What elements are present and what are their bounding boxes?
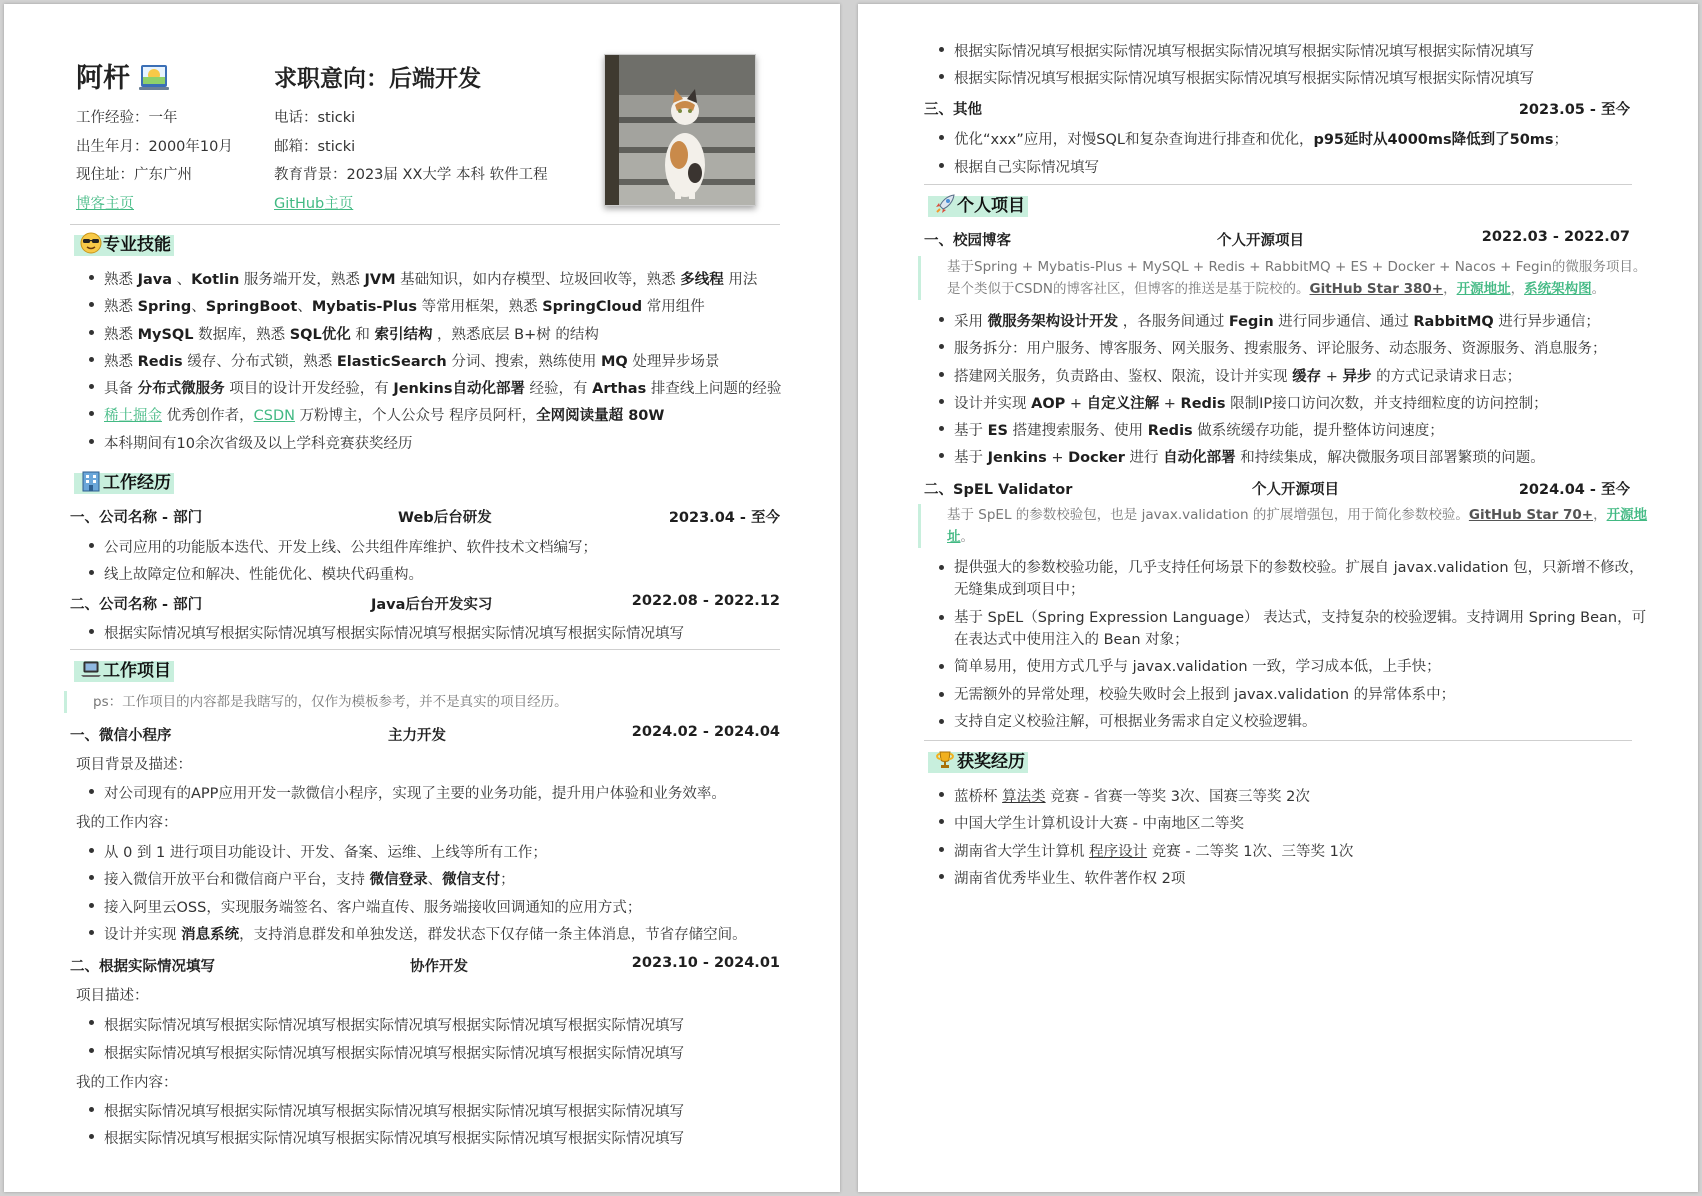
list-item: 设计并实现 消息系统，支持消息群发和单独发送，群发状态下仅存储一条主体消息，节省存储空间。 <box>82 922 802 949</box>
bold-text: Spring <box>137 299 192 316</box>
list-item: 基于 Jenkins + Docker 进行 自动化部署 和持续集成，解决微服务项目部署繁琐的问题。 <box>932 445 1672 472</box>
list-item: 对公司现有的APP应用开发一款微信小程序，实现了主要的业务功能，提升用户体验和业务效率。 <box>82 781 802 808</box>
divider <box>70 649 780 650</box>
sunglasses-face-icon <box>80 232 102 254</box>
phone: 电话：sticki <box>274 110 356 126</box>
underlined-text: 算法类 <box>1002 789 1046 805</box>
bold-text: RabbitMQ <box>1413 314 1494 330</box>
bold-text: AOP <box>1031 395 1066 412</box>
github-star-badge: GitHub Star 380+ <box>1309 281 1444 297</box>
job-1-period: 2023.04 - 至今 <box>668 510 780 526</box>
personal-2-type: 个人开源项目 <box>1252 482 1339 498</box>
personal-2-list <box>932 557 1652 739</box>
laptop-icon <box>80 658 102 680</box>
inline-link[interactable]: CSDN <box>253 408 295 425</box>
project-2-work-list <box>82 1099 802 1153</box>
bold-text: Jenkins <box>987 450 1047 467</box>
education: 教育背景：2023届 XX大学 本科 软件工程 <box>274 167 548 183</box>
inline-link[interactable]: 址 <box>947 529 961 545</box>
personal-2-title: 二、SpEL Validator <box>924 482 1073 498</box>
list-item: 支持自定义校验注解，可根据业务需求自定义校验逻辑。 <box>932 711 1652 733</box>
bold-text: 微信登录 <box>369 872 428 889</box>
job-intent: 求职意向：后端开发 <box>274 66 481 92</box>
bold-text: ES <box>987 423 1008 440</box>
bold-text: 微信支付 <box>442 872 501 889</box>
list-item: 根据实际情况填写根据实际情况填写根据实际情况填写根据实际情况填写根据实际情况填写 <box>82 1040 802 1068</box>
project-2-work-list-cont <box>932 39 1672 93</box>
bold-text: p95延时从4000ms降低到了50ms <box>1313 132 1554 148</box>
cat-photo <box>605 55 755 205</box>
list-item: 搭建网关服务，负责路由、鉴权、限流，设计并实现 缓存 + 异步 的方式记录请求日志； <box>932 364 1672 391</box>
project-1-work-label: 我的工作内容： <box>76 815 178 831</box>
list-item: 接入微信开放平台和微信商户平台，支持 微信登录、微信支付； <box>82 867 802 894</box>
project-1-bg-label: 项目背景及描述： <box>76 757 192 773</box>
list-item: 稀土掘金 优秀创作者，CSDN 万粉博主，个人公众号 程序员阿杆，全网阅读量超 80W <box>82 403 802 430</box>
list-item: 基于 ES 搭建搜索服务、使用 Redis 做系统缓存功能，提升整体访问速度； <box>932 418 1672 445</box>
personal-2-quote-line2: 址。 <box>947 529 974 545</box>
divider <box>924 740 1632 741</box>
bold-text: SpringCloud <box>542 299 643 316</box>
list-item: 简单易用，使用方式几乎与 javax.validation 一致，学习成本低，上手快； <box>932 656 1652 678</box>
personal-heading: 个人项目 <box>957 196 1025 216</box>
laptop-face-icon <box>139 62 169 92</box>
list-item: 根据自己实际情况填写 <box>932 155 1672 183</box>
bold-text: 自动化部署 <box>1163 450 1236 467</box>
list-item: 从 0 到 1 进行项目功能设计、开发、备案、运维、上线等所有工作； <box>82 840 802 867</box>
project-1-bg-list <box>82 781 802 808</box>
resume-page-2 <box>858 4 1698 1192</box>
bold-text: Redis <box>1147 423 1193 440</box>
inline-link[interactable]: 开源地 <box>1606 507 1648 523</box>
inline-link[interactable]: 开源地址 <box>1456 281 1511 297</box>
bold-text: SQL优化 <box>289 326 351 343</box>
list-item: 接入阿里云OSS，实现服务端签名、客户端直传、服务端接收回调通知的应用方式； <box>82 895 802 922</box>
list-item: 采用 微服务架构设计开发 ，各服务间通过 Fegin 进行同步通信、通过 RabbitMQ 进行异步通信； <box>932 309 1672 336</box>
list-item: 无需额外的异常处理，校验失败时会上报到 javax.validation 的异常体系中； <box>932 684 1652 706</box>
list-item: 根据实际情况填写根据实际情况填写根据实际情况填写根据实际情况填写根据实际情况填写 <box>932 66 1672 93</box>
project-3-title: 三、其他 <box>924 102 982 118</box>
bold-text: Fegin <box>1228 314 1274 330</box>
personal-1-quote <box>918 256 1657 300</box>
job-2-role: Java后台开发实习 <box>371 597 493 613</box>
personal-1-list <box>932 309 1672 473</box>
work-heading: 工作经历 <box>103 473 171 493</box>
bold-text: Docker <box>1068 450 1125 467</box>
project-3-period: 2023.05 - 至今 <box>1518 102 1630 118</box>
list-item: 提供强大的参数校验功能，几乎支持任何场景下的参数校验。扩展自 javax.validation 包，只新增不修改，无缝集成到项目中； <box>932 557 1652 601</box>
project-2-work-label: 我的工作内容： <box>76 1075 178 1091</box>
list-item: 本科期间有10余次省级及以上学科竞赛获奖经历 <box>82 431 802 458</box>
job-1-role: Web后台研发 <box>398 510 492 526</box>
awards-list <box>932 784 1672 893</box>
list-item: 根据实际情况填写根据实际情况填写根据实际情况填写根据实际情况填写根据实际情况填写 <box>82 621 802 648</box>
personal-1-type: 个人开源项目 <box>1217 233 1304 249</box>
building-icon <box>80 470 102 492</box>
personal-1-quote-line2: 是个类似于CSDN的博客社区，但博客的推送是基于院校的。GitHub Star 380+，开源地址，系统架构图。 <box>947 281 1606 297</box>
bold-text: MQ <box>600 353 628 370</box>
bold-text: Mybatis-Plus <box>311 299 417 316</box>
divider <box>70 224 780 225</box>
address: 现住址：广东广州 <box>76 167 192 183</box>
bold-text: 自定义注解 <box>1086 395 1160 412</box>
list-item: 蓝桥杯 算法类 竞赛 - 省赛一等奖 3次、国赛三等奖 2次 <box>932 784 1672 811</box>
project-1-work-list <box>82 840 802 949</box>
work-experience: 工作经验：一年 <box>76 110 178 126</box>
list-item: 根据实际情况填写根据实际情况填写根据实际情况填写根据实际情况填写根据实际情况填写 <box>82 1099 802 1126</box>
personal-2-quote <box>918 504 1657 548</box>
list-item: 根据实际情况填写根据实际情况填写根据实际情况填写根据实际情况填写根据实际情况填写 <box>932 39 1672 66</box>
list-item: 熟悉 Java 、Kotlin 服务端开发，熟悉 JVM 基础知识，如内存模型、垃圾回收等，熟悉 多线程 用法 <box>82 267 802 294</box>
bold-text: Redis <box>1180 395 1226 412</box>
job-2-list <box>82 621 802 648</box>
trophy-icon <box>934 749 956 771</box>
underlined-text: 程序设计 <box>1089 843 1148 860</box>
list-item: 设计并实现 AOP + 自定义注解 + Redis 限制IP接口访问次数，并支持细粒度的访问控制； <box>932 391 1672 418</box>
bold-text: 分布式微服务 <box>137 381 225 398</box>
bold-text: Arthas <box>592 381 647 398</box>
bold-text: Jenkins自动化部署 <box>393 381 525 398</box>
personal-2-period: 2024.04 - 至今 <box>1518 482 1630 498</box>
list-item: 线上故障定位和解决、性能优化、模块代码重构。 <box>82 562 802 589</box>
birth-date: 出生年月：2000年10月 <box>76 139 233 155</box>
bold-text: Redis <box>137 353 183 370</box>
project-3-list <box>932 127 1672 182</box>
profile-photo <box>604 54 756 206</box>
bold-text: JVM <box>364 272 396 288</box>
inline-link[interactable]: 系统架构图 <box>1524 281 1592 297</box>
personal-1-quote-line1: 基于Spring + Mybatis-Plus + MySQL + Redis + RabbitMQ + ES + Docker + Nacos + Fegin的微服务项目。 <box>947 259 1647 275</box>
project-2-period: 2023.10 - 2024.01 <box>631 955 780 971</box>
bold-text: Kotlin <box>191 272 240 288</box>
bold-text: 索引结构 <box>374 326 433 343</box>
email: 邮箱：sticki <box>274 139 356 155</box>
bold-text: 异步 <box>1342 368 1372 385</box>
divider <box>924 184 1632 185</box>
project-2-title: 二、根据实际情况填写 <box>70 959 215 975</box>
job-2-company: 二、公司名称 - 部门 <box>70 597 203 613</box>
list-item: 中国大学生计算机设计大赛 - 中南地区二等奖 <box>932 811 1672 838</box>
list-item: 熟悉 Redis 缓存、分布式锁，熟悉 ElasticSearch 分词、搜索，熟练使用 MQ 处理异步场景 <box>82 349 802 376</box>
bold-text: 全网阅读量超 80W <box>536 408 665 425</box>
bold-text: 微服务架构设计开发 <box>987 314 1119 330</box>
job-2-period: 2022.08 - 2022.12 <box>631 593 780 609</box>
list-item: 根据实际情况填写根据实际情况填写根据实际情况填写根据实际情况填写根据实际情况填写 <box>82 1126 802 1153</box>
github-star-badge: GitHub Star 70+ <box>1468 507 1594 523</box>
list-item: 具备 分布式微服务 项目的设计开发经验，有 Jenkins自动化部署 经验，有 Arthas 排查线上问题的经验 <box>82 376 802 403</box>
project-1-period: 2024.02 - 2024.04 <box>631 724 780 740</box>
list-item: 湖南省优秀毕业生、软件著作权 2项 <box>932 866 1672 893</box>
project-2-desc-list <box>82 1012 802 1068</box>
job-1-company: 一、公司名称 - 部门 <box>70 510 203 526</box>
projects-heading: 工作项目 <box>103 661 171 681</box>
job-1-list <box>82 535 802 589</box>
project-2-desc-label: 项目描述： <box>76 988 149 1004</box>
personal-2-quote-line1: 基于 SpEL 的参数校验包，也是 javax.validation 的扩展增强包，用于简化参数校验。GitHub Star 70+，开源地 <box>947 507 1648 523</box>
list-item: 服务拆分：用户服务、博客服务、网关服务、搜索服务、评论服务、动态服务、资源服务、消息服务； <box>932 336 1672 363</box>
projects-note: ps：工作项目的内容都是我瞎写的，仅作为模板参考，并不是真实的项目经历。 <box>64 691 568 713</box>
github-link[interactable]: GitHub主页 <box>274 196 354 212</box>
inline-link[interactable]: 稀土掘金 <box>104 408 162 425</box>
list-item: 熟悉 MySQL 数据库，熟悉 SQL优化 和 索引结构 ，熟悉底层 B+树 的结构 <box>82 322 802 349</box>
blog-link[interactable]: 博客主页 <box>76 196 134 212</box>
bold-text: MySQL <box>137 326 194 343</box>
rocket-icon <box>934 193 956 215</box>
list-item: 优化“xxx”应用，对慢SQL和复杂查询进行排查和优化，p95延时从4000ms降低到了50ms； <box>932 127 1672 155</box>
list-item: 根据实际情况填写根据实际情况填写根据实际情况填写根据实际情况填写根据实际情况填写 <box>82 1012 802 1040</box>
personal-1-title: 一、校园博客 <box>924 233 1011 249</box>
bold-text: 缓存 <box>1292 368 1322 385</box>
project-2-role: 协作开发 <box>410 959 468 975</box>
candidate-name: 阿杆 <box>76 63 130 94</box>
awards-heading: 获奖经历 <box>957 752 1025 772</box>
bold-text: SpringBoot <box>205 299 298 316</box>
project-1-role: 主力开发 <box>388 728 446 744</box>
list-item: 熟悉 Spring、SpringBoot、Mybatis-Plus 等常用框架，熟悉 SpringCloud 常用组件 <box>82 294 802 321</box>
skills-heading: 专业技能 <box>103 235 171 255</box>
bold-text: 消息系统 <box>181 926 240 943</box>
name-block <box>76 56 169 95</box>
bold-text: ElasticSearch <box>336 353 447 370</box>
list-item: 湖南省大学生计算机 程序设计 竞赛 - 二等奖 1次、三等奖 1次 <box>932 839 1672 866</box>
skills-list <box>82 267 802 458</box>
bold-text: 多线程 <box>680 272 724 288</box>
list-item: 公司应用的功能版本迭代、开发上线、公共组件库维护、软件技术文档编写； <box>82 535 802 562</box>
list-item: 基于 SpEL（Spring Expression Language） 表达式，支持复杂的校验逻辑。支持调用 Spring Bean，可在表达式中使用注入的 Bean 对象； <box>932 607 1652 651</box>
project-1-title: 一、微信小程序 <box>70 728 172 744</box>
resume-page-1 <box>4 4 840 1192</box>
personal-1-period: 2022.03 - 2022.07 <box>1481 229 1630 245</box>
bold-text: Java <box>137 272 173 288</box>
